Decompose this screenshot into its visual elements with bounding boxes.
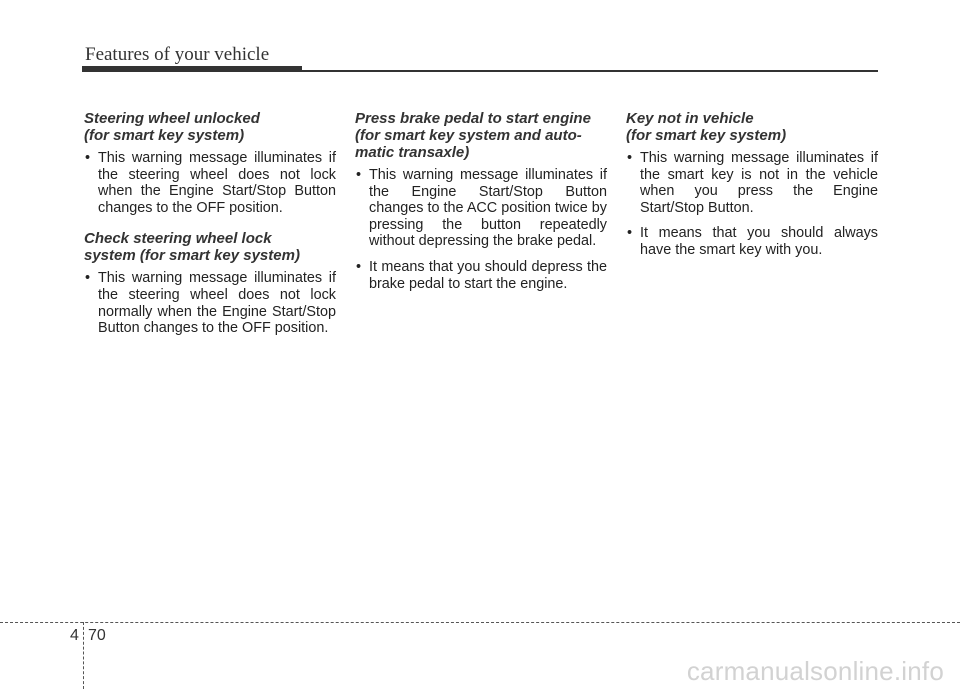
section-title-line: system (for smart key system) — [84, 247, 300, 265]
section-title-line: Steering wheel unlocked — [84, 110, 260, 127]
page-number: 70 — [88, 627, 106, 644]
section-title-line: Key not in vehicle — [626, 110, 754, 127]
bullet-item: • It means that you should always have the smart key with you. — [626, 225, 878, 258]
section-title-line: Check steering wheel lock — [84, 230, 272, 248]
section-key-not-in-vehicle — [626, 110, 878, 259]
section-title-line: (for smart key system) — [84, 127, 245, 144]
section-title-line: (for smart key system) — [626, 127, 787, 144]
section-title-line: Press brake pedal to start engine — [355, 110, 591, 127]
content-column-2 — [355, 110, 607, 306]
section-steering-wheel-unlocked — [84, 110, 336, 216]
bullet-item: • It means that you should depress the brake pedal to start the engine. — [355, 259, 607, 292]
header-rule-thin — [82, 70, 878, 72]
footer-vertical-rule — [83, 622, 84, 689]
section-title — [355, 110, 607, 161]
section-title-line: (for smart key system and auto- — [355, 127, 582, 144]
bullet-item: • This warning message illuminates if the smart key is not in the vehicle when you press the Engine Start/Stop Button. — [626, 150, 878, 216]
bullet-item: • This warning message illuminates if the steering wheel does not lock normally when the Engine Start/Stop Button changes to the OFF position. — [84, 270, 336, 336]
section-title-line: matic transaxle) — [355, 144, 470, 161]
content-column-1 — [84, 110, 336, 351]
section-title — [84, 230, 336, 264]
bullet-item: • This warning message illuminates if the steering wheel does not lock when the Engine Start/Stop Button changes to the OFF position. — [84, 150, 336, 216]
page-header-title: Features of your vehicle — [85, 44, 270, 65]
section-title — [626, 110, 878, 144]
bullet-item: • This warning message illuminates if the Engine Start/Stop Button changes to the ACC position twice by pressing the button repeatedly without depressing the brake pedal. — [355, 167, 607, 250]
watermark-text: carmanualsonline.info — [686, 656, 944, 686]
chapter-number: 4 — [70, 627, 79, 644]
content-column-3 — [626, 110, 878, 273]
section-press-brake-pedal — [355, 110, 607, 292]
section-check-steering-wheel-lock — [84, 230, 336, 336]
footer-dashed-rule — [0, 622, 960, 623]
section-title — [84, 110, 336, 144]
